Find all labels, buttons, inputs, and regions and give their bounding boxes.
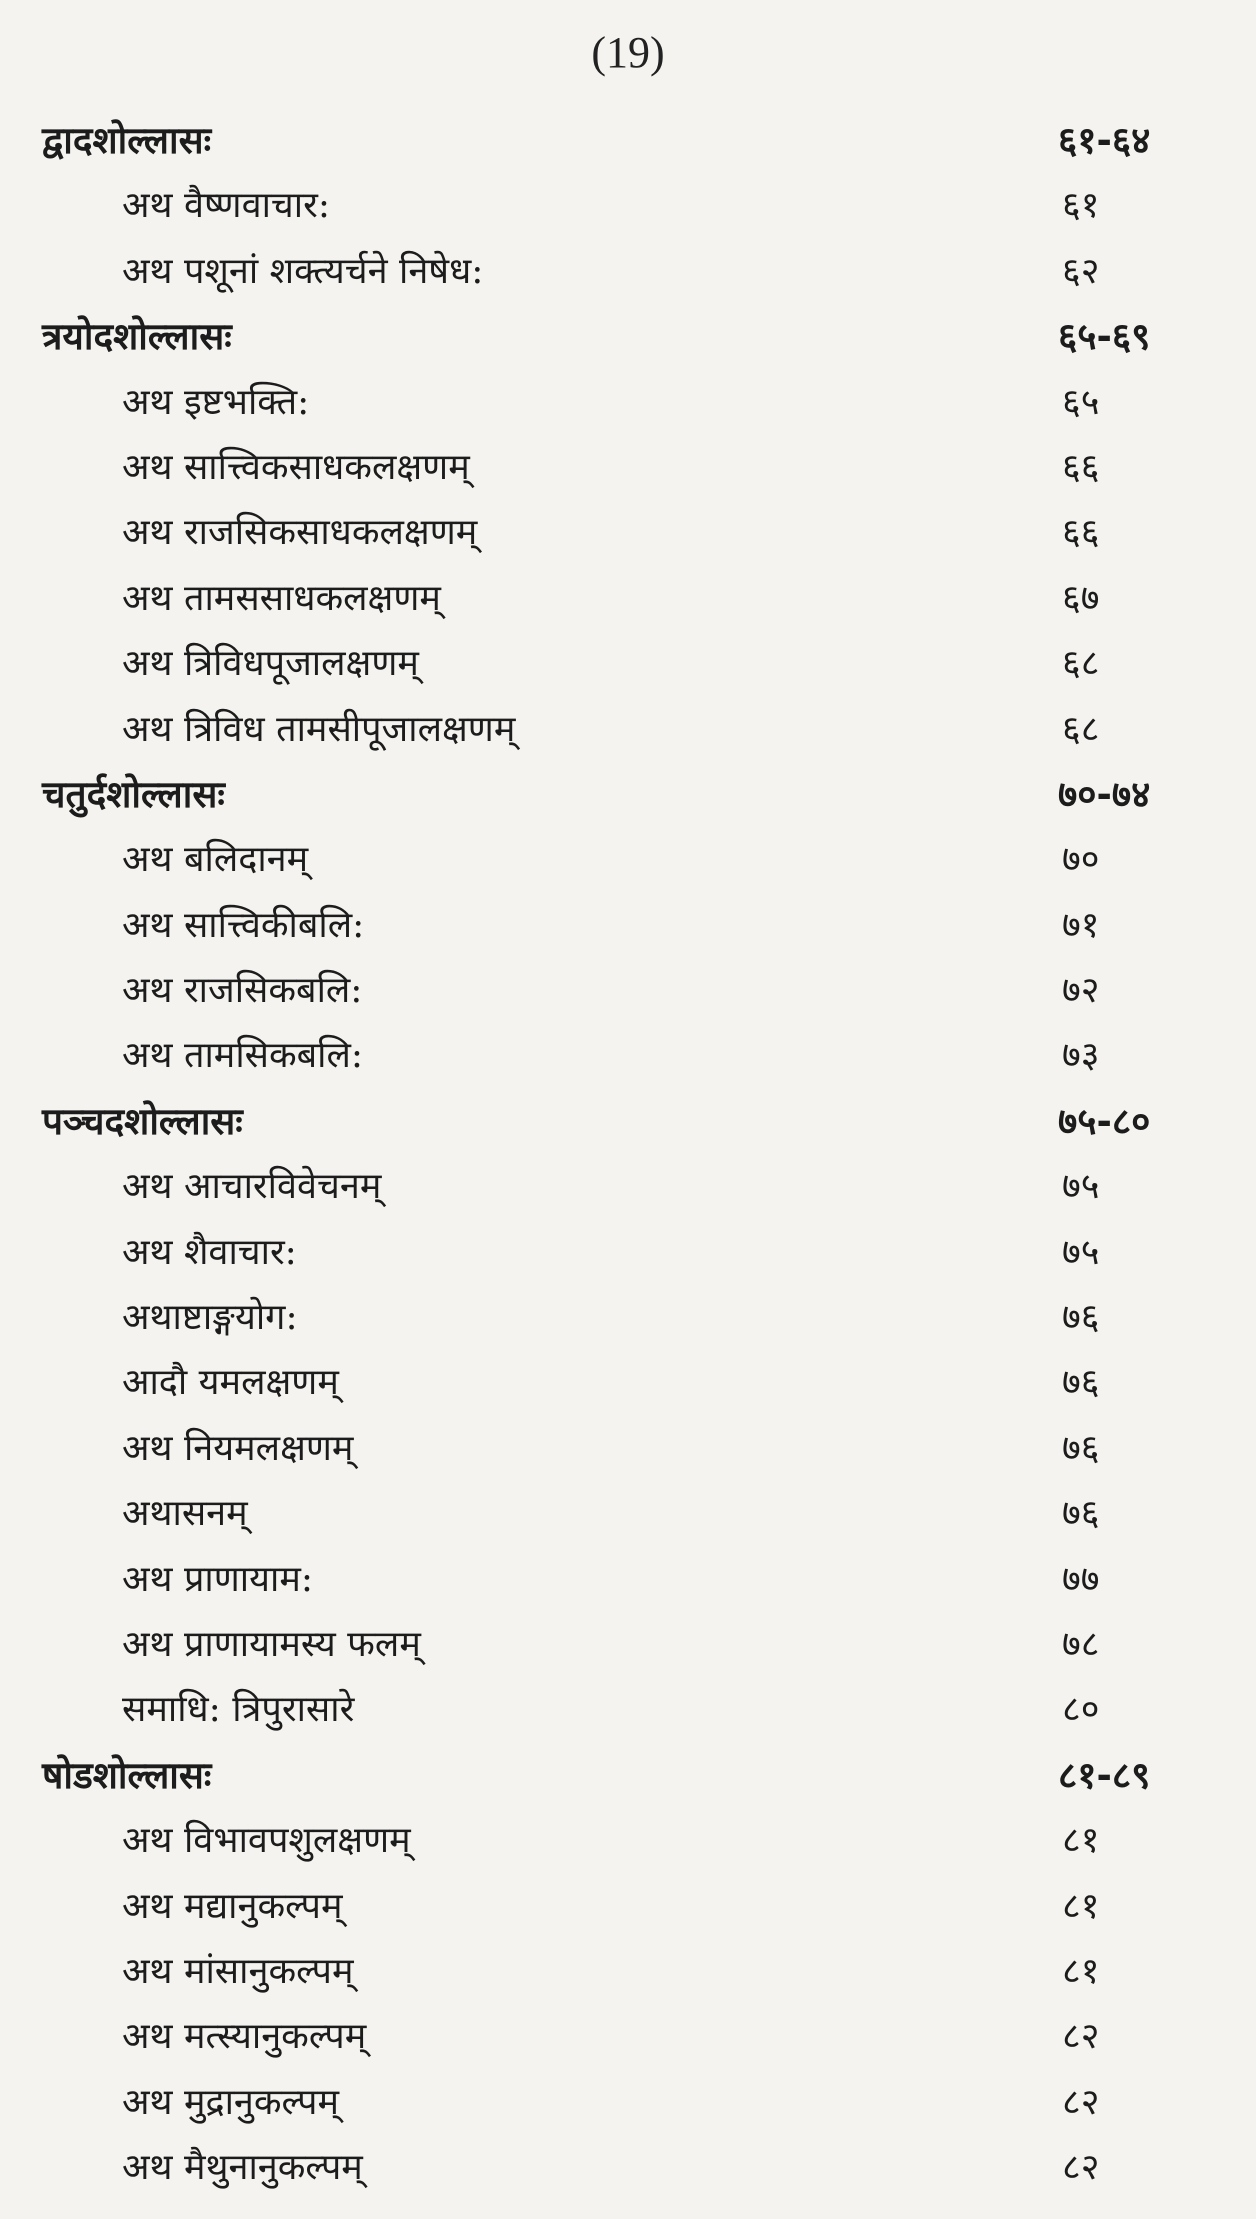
entry-page-number: ६८ [1062,708,1100,750]
entry-title: अथ सात्त्विकसाधकलक्षणम् [122,446,470,488]
entry-page-number: ८२ [1062,2016,1100,2058]
toc-entry [0,1481,1256,1546]
toc-entry [0,1023,1256,1088]
section-heading-row [0,762,1256,827]
entry-page-number: ७५ [1062,1231,1100,1273]
entry-page-number: ८१ [1062,1950,1100,1992]
entry-title: अथ प्राणायाम: [122,1558,313,1600]
toc-entry [0,1612,1256,1677]
entry-title: अथ तामसिकबलि: [122,1035,364,1077]
section-shodasha [0,1743,1256,2201]
toc-entry [0,500,1256,565]
entry-page-number: ७६ [1062,1362,1100,1404]
entry-page-number: ६८ [1062,643,1100,685]
entry-page-number: ७८ [1062,1623,1100,1665]
entry-page-number: ६६ [1062,512,1100,554]
entry-page-number: ७७ [1062,1558,1100,1600]
entry-title: अथ पशूनां शक्त्यर्चने निषेध: [122,250,484,292]
entry-title: अथ त्रिविध तामसीपूजालक्षणम् [122,708,516,750]
entry-page-number: ८२ [1062,2081,1100,2123]
toc-entry [0,1154,1256,1219]
toc-entry [0,2004,1256,2069]
entry-page-number: ७० [1062,839,1100,881]
entry-page-number: ८० [1062,1689,1100,1731]
toc-entry [0,1416,1256,1481]
entry-title: अथ तामससाधकलक्षणम् [122,577,441,619]
section-heading: त्रयोदशोल्लासः [42,315,232,359]
entry-title: अथ मुद्रानुकल्पम् [122,2081,339,2123]
section-page-range: ८१-८९ [1058,1753,1151,1797]
toc-entry [0,1939,1256,2004]
section-heading-row [0,1089,1256,1154]
toc-entry [0,1547,1256,1612]
toc-entry [0,173,1256,238]
section-heading-row [0,108,1256,173]
toc-entry [0,566,1256,631]
section-panchadasha [0,1089,1256,1743]
toc-entry [0,1285,1256,1350]
entry-page-number: ६१ [1062,185,1100,227]
entry-title: अथ सात्त्विकीबलि: [122,904,365,946]
toc-entry [0,958,1256,1023]
toc-entry [0,435,1256,500]
entry-page-number: ८१ [1062,1885,1100,1927]
entry-title: समाधि: त्रिपुरासारे [122,1689,355,1731]
entry-title: अथ त्रिविधपूजालक्षणम् [122,643,419,685]
section-dvadasha [0,108,1256,304]
entry-title: अथ राजसिकबलि: [122,970,363,1012]
entry-title: अथ बलिदानम् [122,839,309,881]
entry-title: अथ विभावपशुलक्षणम् [122,1820,411,1862]
entry-title: अथ राजसिकसाधकलक्षणम् [122,512,478,554]
entry-title: अथाष्टाङ्गयोग: [122,1297,298,1339]
entry-title: अथ नियमलक्षणम् [122,1427,354,1469]
entry-page-number: ७६ [1062,1297,1100,1339]
toc-entry [0,1874,1256,1939]
entry-title: अथासनम् [122,1493,248,1535]
entry-page-number: ७५ [1062,1166,1100,1208]
entry-page-number: ७३ [1062,1035,1100,1077]
entry-title: आदौ यमलक्षणम् [122,1362,339,1404]
toc-entry [0,631,1256,696]
section-page-range: ७०-७४ [1058,772,1151,816]
entry-title: अथ वैष्णवाचार: [122,185,330,227]
entry-page-number: ७६ [1062,1427,1100,1469]
section-chaturdasha [0,762,1256,1089]
entry-title: अथ आचारविवेचनम् [122,1166,382,1208]
section-heading: चतुर्दशोल्लासः [42,772,225,816]
page-number: (19) [591,28,665,77]
entry-title: अथ मत्स्यानुकल्पम् [122,2016,367,2058]
toc-entry [0,1220,1256,1285]
entry-page-number: ६५ [1062,381,1100,423]
toc-entry [0,2135,1256,2200]
section-page-range: ६५-६९ [1058,315,1151,359]
entry-title: अथ मांसानुकल्पम् [122,1950,354,1992]
entry-page-number: ८२ [1062,2147,1100,2189]
toc-entry [0,1350,1256,1415]
toc-entry [0,370,1256,435]
entry-page-number: ६२ [1062,250,1100,292]
section-page-range: ७५-८० [1058,1099,1151,1143]
table-of-contents [0,108,1256,2201]
section-heading: पञ्चदशोल्लासः [42,1099,243,1143]
section-trayodasha [0,304,1256,762]
entry-page-number: ८१ [1062,1820,1100,1862]
section-heading-row [0,1743,1256,1808]
entry-title: अथ प्राणायामस्य फलम् [122,1623,421,1665]
toc-entry [0,697,1256,762]
section-page-range: ६१-६४ [1058,119,1151,162]
entry-title: अथ मैथुनानुकल्पम् [122,2147,363,2189]
entry-title: अथ शैवाचार: [122,1231,297,1273]
toc-entry [0,2070,1256,2135]
entry-page-number: ७२ [1062,970,1100,1012]
entry-page-number: ६७ [1062,577,1100,619]
entry-page-number: ७६ [1062,1493,1100,1535]
entry-title: अथ इष्टभक्ति: [122,381,310,423]
section-heading-row [0,304,1256,369]
toc-entry [0,239,1256,304]
toc-entry [0,1677,1256,1742]
section-heading: षोडशोल्लासः [42,1753,212,1797]
entry-page-number: ७१ [1062,904,1100,946]
toc-entry [0,1808,1256,1873]
toc-entry [0,827,1256,892]
entry-title: अथ मद्यानुकल्पम् [122,1885,343,1927]
section-heading: द्वादशोल्लासः [42,119,212,162]
toc-entry [0,893,1256,958]
entry-page-number: ६६ [1062,446,1100,488]
